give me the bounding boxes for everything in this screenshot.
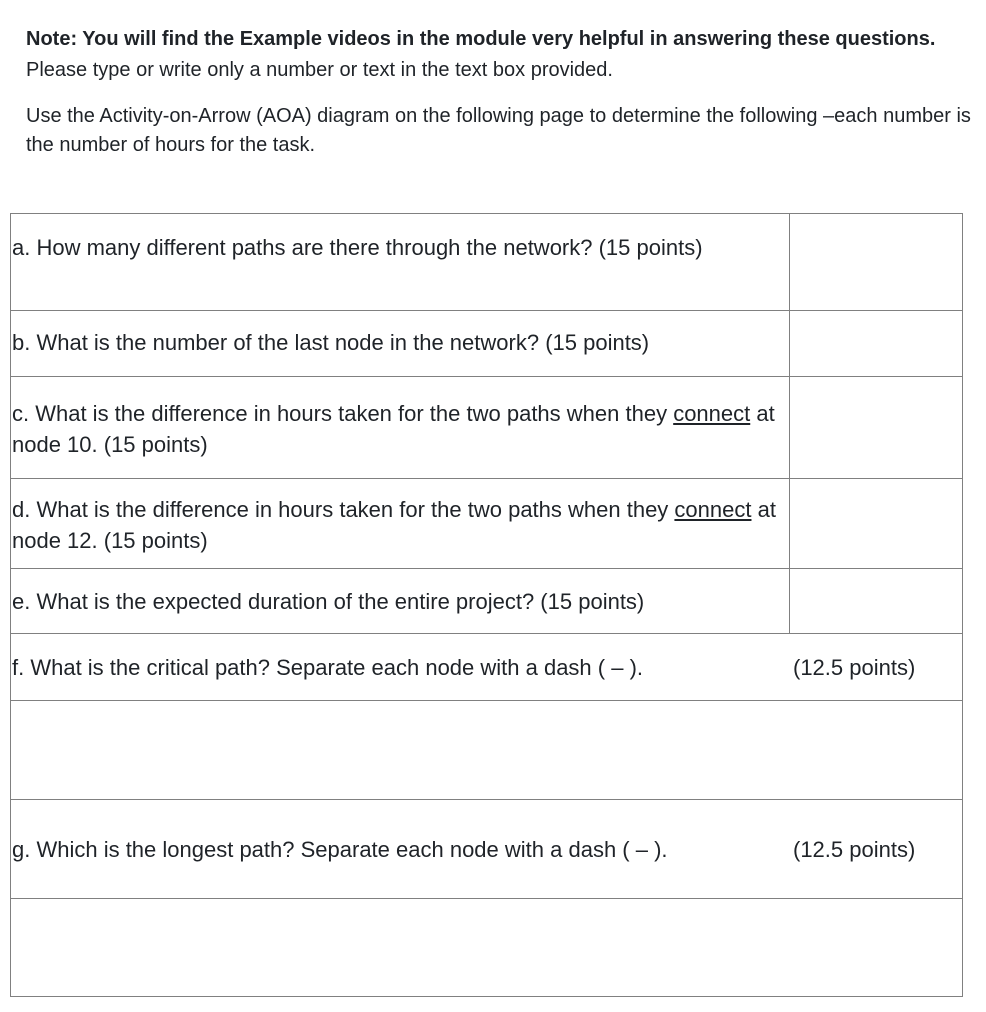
question-d-text (11, 479, 790, 568)
question-g-text: g. Which is the longest path? Separate each node with a dash ( – ). (12, 837, 668, 862)
question-g-cell (11, 800, 962, 898)
answer-box-c[interactable] (791, 377, 962, 478)
question-a-text: a. How many different paths are there through the network? (15 points) (11, 214, 790, 310)
instructions-paragraph: Use the Activity-on-Arrow (AOA) diagram on the following page to determine the following –each number is the number of hours for the task. (26, 105, 971, 156)
question-row-d (11, 479, 962, 569)
note-paragraph (26, 24, 966, 86)
question-f-cell (11, 634, 962, 700)
question-c-connect-word: connect (673, 401, 751, 426)
answer-box-e[interactable] (791, 569, 962, 633)
question-c-text-after: at node 10. (15 points) (12, 401, 775, 457)
question-row-c (11, 377, 962, 479)
question-row-g (11, 800, 962, 899)
answer-box-a[interactable] (791, 214, 962, 310)
question-c-text-before: c. What is the difference in hours taken for the two paths when they (12, 401, 674, 426)
question-d-text-before: d. What is the difference in hours taken for the two paths when they (12, 497, 675, 522)
question-d-text-after: at node 12. (15 points) (12, 497, 776, 553)
question-row-f (11, 634, 962, 701)
questions-table (10, 213, 963, 997)
answer-row-g (11, 899, 962, 996)
answer-box-f[interactable] (11, 701, 962, 799)
answer-box-b[interactable] (791, 311, 962, 376)
question-e-text: e. What is the expected duration of the entire project? (15 points) (11, 569, 790, 633)
note-bold-text: Note: You will find the Example videos in the module very helpful in answering these questions. (26, 28, 936, 50)
answer-row-f (11, 701, 962, 800)
note-rest-text: Please type or write only a number or text in the text box provided. (26, 59, 613, 81)
question-g-points: (12.5 points) (793, 837, 916, 862)
answer-box-d[interactable] (791, 479, 962, 568)
answer-box-g[interactable] (11, 899, 962, 996)
question-c-text (11, 377, 790, 478)
question-d-connect-word: connect (674, 497, 752, 522)
question-row-e (11, 569, 962, 634)
question-row-b (11, 311, 962, 377)
question-b-text: b. What is the number of the last node in the network? (15 points) (11, 311, 790, 376)
question-row-a (11, 214, 962, 311)
question-f-points: (12.5 points) (793, 655, 916, 680)
question-f-text: f. What is the critical path? Separate each node with a dash ( – ). (12, 655, 644, 680)
